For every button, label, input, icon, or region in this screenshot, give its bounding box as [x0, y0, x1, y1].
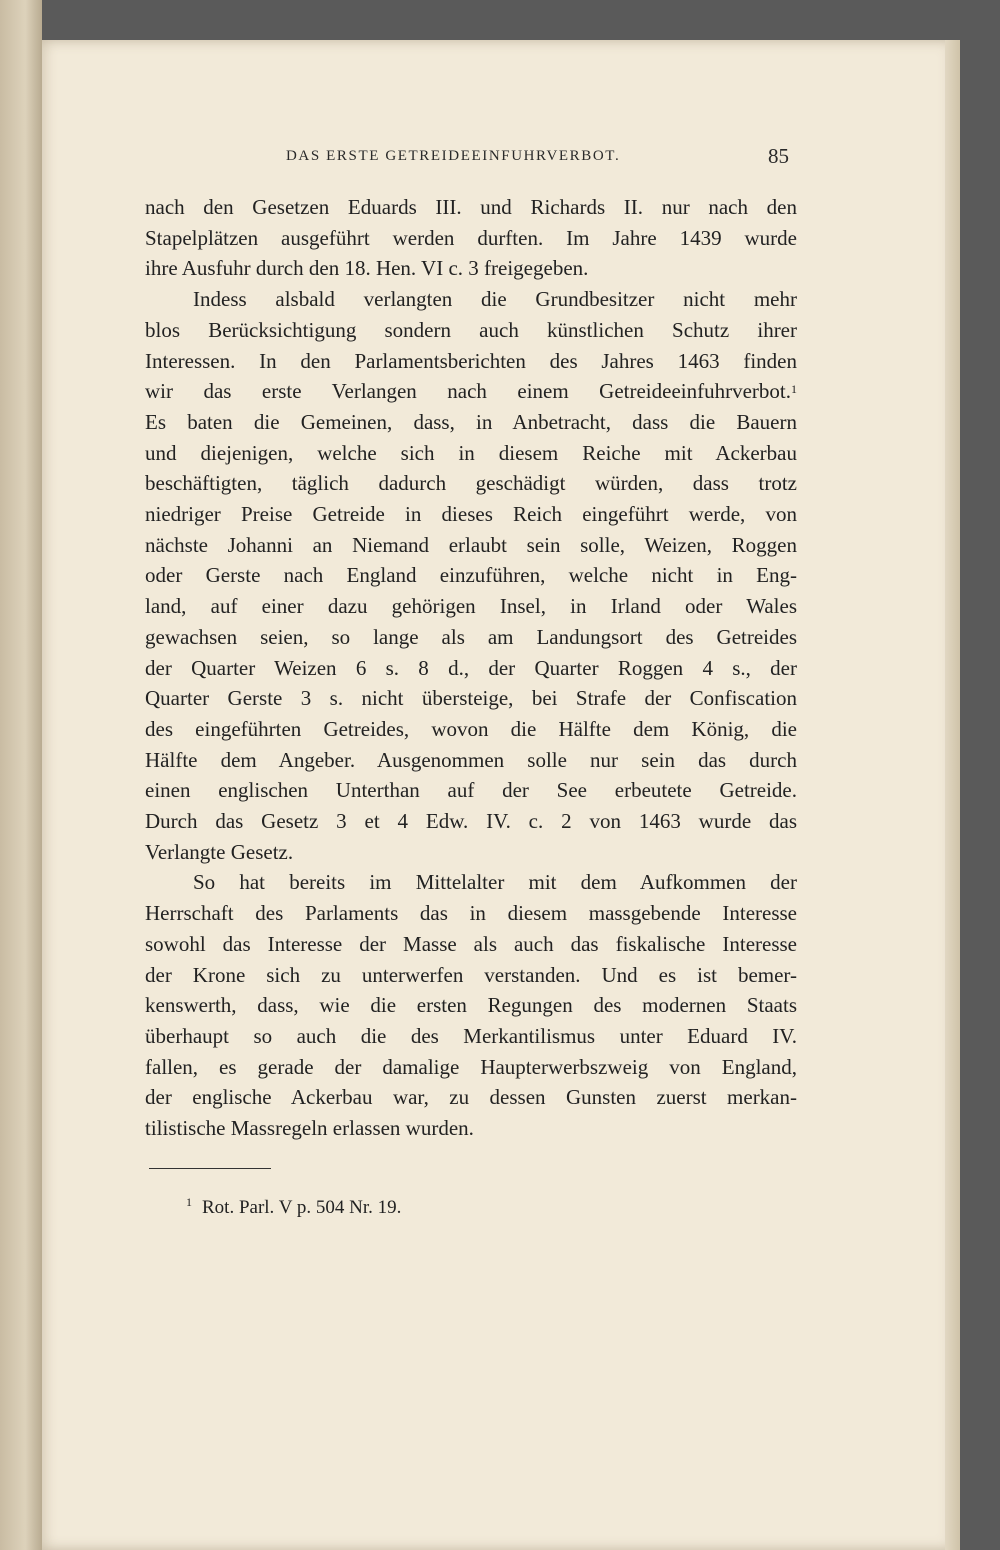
text-line: oder Gerste nach England einzuführen, welche nicht in Eng- [145, 563, 797, 588]
text-line: blos Berücksichtigung sondern auch künstlichen Schutz ihrer [145, 317, 797, 342]
footnote-reference: 1 [791, 382, 797, 397]
text-line: ihre Ausfuhr durch den 18. Hen. VI c. 3 freigegeben. [145, 256, 589, 281]
footnote-marker: 1 [186, 1195, 192, 1209]
text-line: Quarter Gerste 3 s. nicht übersteige, bei Strafe der Confiscation [145, 686, 797, 711]
body-text [145, 192, 797, 1144]
text-line: gewachsen seien, so lange als am Landungsort des Getreides [145, 624, 797, 649]
text-line: Interessen. In den Parlamentsberichten des Jahres 1463 finden [145, 348, 797, 373]
text-line: niedriger Preise Getreide in dieses Reich eingeführt werde, von [145, 502, 797, 527]
text-line: fallen, es gerade der damalige Haupterwerbszweig von England, [145, 1054, 797, 1079]
text-line: nächste Johanni an Niemand erlaubt sein solle, Weizen, Roggen [145, 532, 797, 557]
text-line: und diejenigen, welche sich in diesem Reiche mit Ackerbau [145, 440, 797, 465]
text-line: Stapelplätzen ausgeführt werden durften. Im Jahre 1439 wurde [145, 225, 797, 250]
text-line: land, auf einer dazu gehörigen Insel, in Irland oder Wales [145, 594, 797, 619]
running-title: DAS ERSTE GETREIDEEINFUHRVERBOT. [286, 148, 621, 164]
text-line [145, 376, 797, 407]
text-line: Durch das Gesetz 3 et 4 Edw. IV. c. 2 von 1463 wurde das [145, 809, 797, 834]
text-line: der englische Ackerbau war, zu dessen Gunsten zuerst merkan- [145, 1085, 797, 1110]
footnote-text: Rot. Parl. V p. 504 Nr. 19. [202, 1197, 402, 1218]
text-line: kenswerth, dass, wie die ersten Regungen des modernen Staats [145, 993, 797, 1018]
text-line: Verlangte Gesetz. [145, 839, 294, 864]
previous-page-edge [0, 0, 42, 1550]
text-line: Hälfte dem Angeber. Ausgenommen solle nur sein das durch [145, 747, 797, 772]
text-line: So hat bereits im Mittelalter mit dem Aufkommen der [193, 870, 797, 895]
text-line: nach den Gesetzen Eduards III. und Richards II. nur nach den [145, 195, 797, 219]
text-line: überhaupt so auch die des Merkantilismus unter Eduard IV. [145, 1023, 797, 1048]
footnote [186, 1197, 401, 1219]
running-head [0, 144, 1000, 174]
text-line: Es baten die Gemeinen, dass, in Anbetracht, dass die Bauern [145, 409, 797, 434]
text-line: sowohl das Interesse der Masse als auch das fiskalische Interesse [145, 931, 797, 956]
text-line: einen englischen Unterthan auf der See erbeutete Getreide. [145, 778, 797, 803]
footnote-divider [149, 1168, 271, 1169]
text-line: des eingeführten Getreides, wovon die Hälfte dem König, die [145, 716, 797, 741]
text-line: beschäftigten, täglich dadurch geschädigt würden, dass trotz [145, 471, 797, 496]
text-line: der Quarter Weizen 6 s. 8 d., der Quarter Roggen 4 s., der [145, 655, 797, 680]
text-line: Herrschaft des Parlaments das in diesem massgebende Interesse [145, 901, 797, 926]
text-line-content: wir das erste Verlangen nach einem Getreideeinfuhrverbot. [145, 379, 791, 404]
page-number: 85 [768, 144, 789, 168]
page-stack-edge [945, 40, 960, 1550]
text-line: Indess alsbald verlangten die Grundbesitzer nicht mehr [193, 287, 797, 312]
text-line: tilistische Massregeln erlassen wurden. [145, 1116, 474, 1141]
text-line: der Krone sich zu unterwerfen verstanden. Und es ist bemer- [145, 962, 797, 987]
